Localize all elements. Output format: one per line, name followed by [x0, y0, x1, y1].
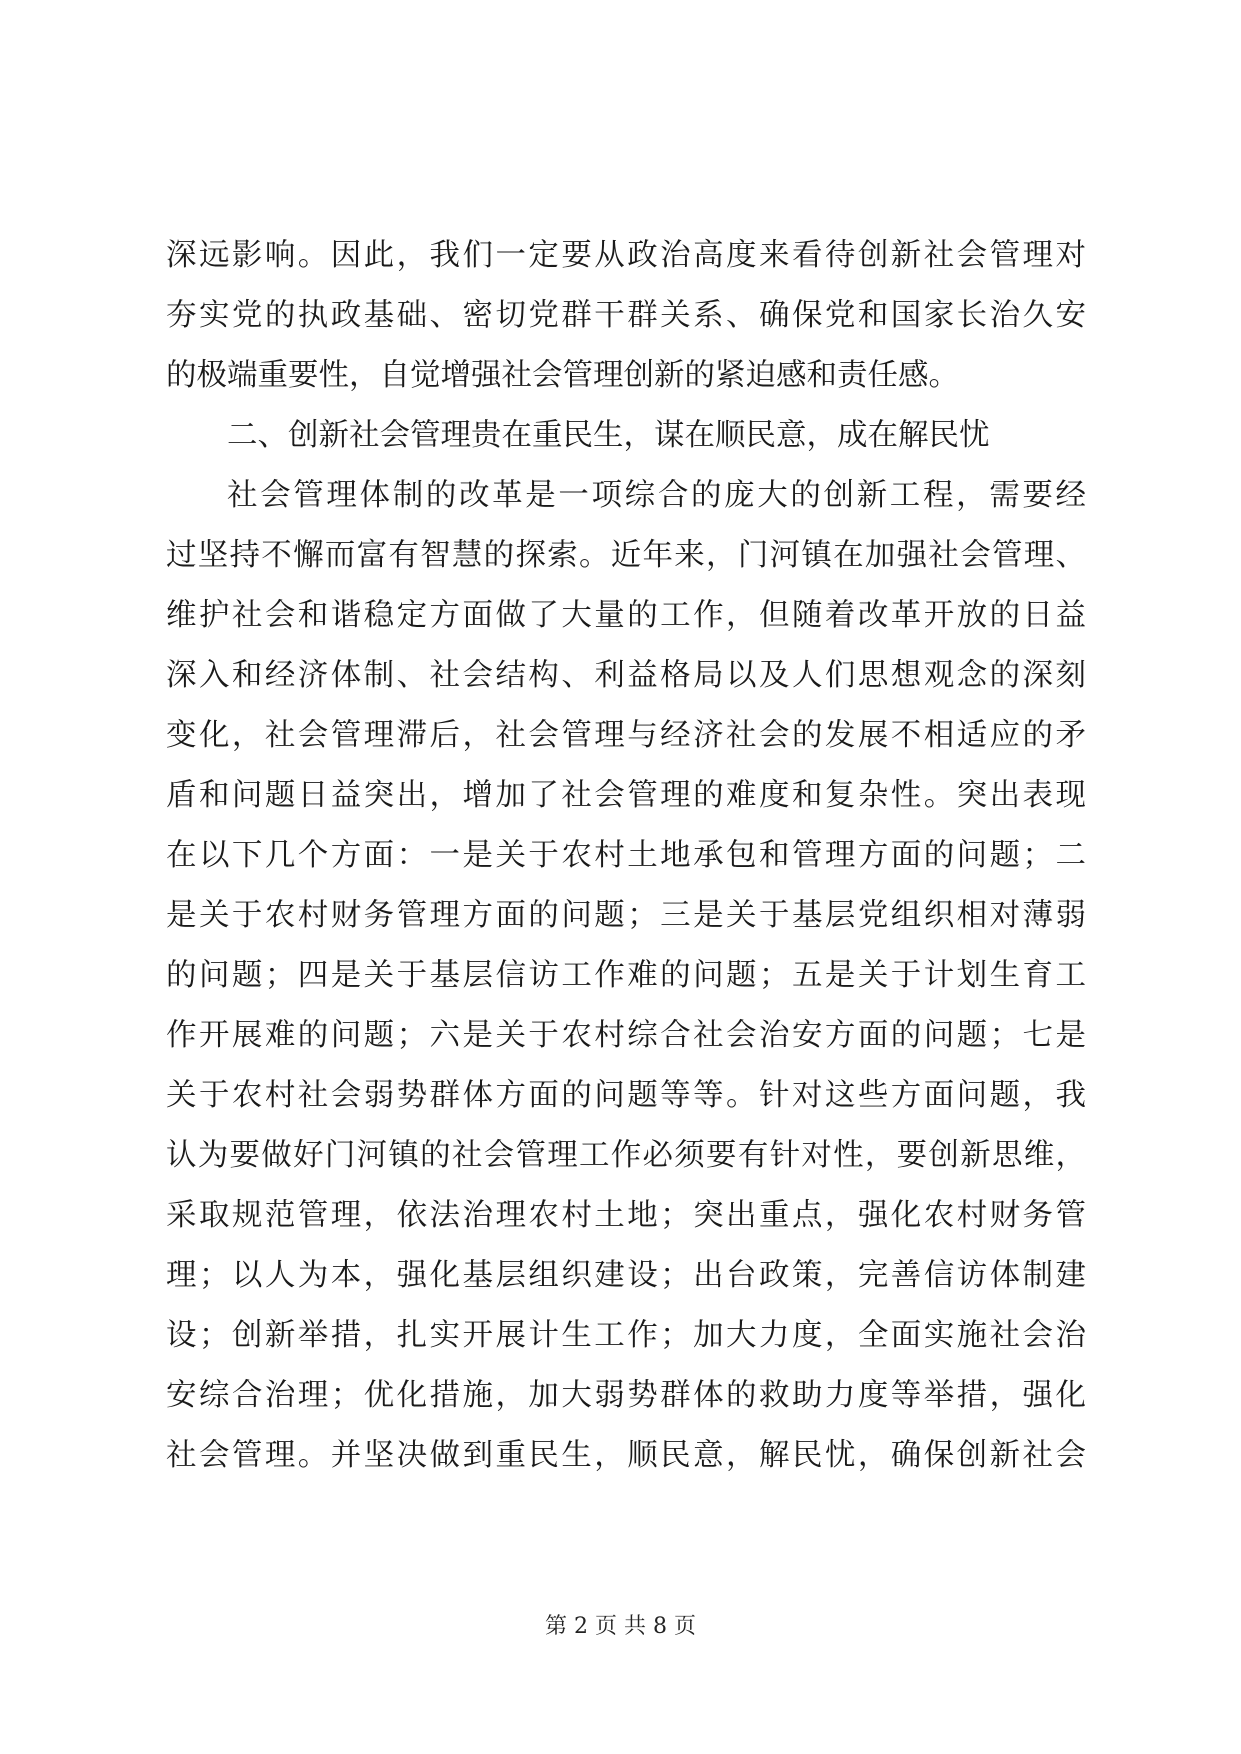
text-line: 盾和问题日益突出，增加了社会管理的难度和复杂性。突出表现	[166, 778, 1086, 813]
text-line: 作开展难的问题；六是关于农村综合社会治安方面的问题；七是	[166, 1018, 1086, 1053]
text-line: 深入和经济体制、社会结构、利益格局以及人们思想观念的深刻	[166, 658, 1086, 693]
text-line: 社会管理体制的改革是一项综合的庞大的创新工程，需要经	[227, 478, 1086, 513]
body-text	[166, 226, 1086, 1486]
text-line: 认为要做好门河镇的社会管理工作必须要有针对性，要创新思维，	[166, 1138, 1086, 1173]
text-line: 维护社会和谐稳定方面做了大量的工作，但随着改革开放的日益	[166, 598, 1086, 633]
text-line: 采取规范管理，依法治理农村土地；突出重点，强化农村财务管	[166, 1198, 1086, 1233]
text-line: 深远影响。因此，我们一定要从政治高度来看待创新社会管理对	[166, 238, 1086, 273]
text-line: 的极端重要性，自觉增强社会管理创新的紧迫感和责任感。	[166, 358, 959, 393]
text-line: 二、创新社会管理贵在重民生，谋在顺民意，成在解民忧	[227, 418, 990, 453]
text-line: 安综合治理；优化措施，加大弱势群体的救助力度等举措，强化	[166, 1378, 1086, 1413]
text-line: 设；创新举措，扎实开展计生工作；加大力度，全面实施社会治	[166, 1318, 1086, 1353]
text-line: 社会管理。并坚决做到重民生，顺民意，解民忧，确保创新社会	[166, 1438, 1086, 1473]
text-line: 夯实党的执政基础、密切党群干群关系、确保党和国家长治久安	[166, 298, 1086, 333]
text-line: 是关于农村财务管理方面的问题；三是关于基层党组织相对薄弱	[166, 898, 1086, 933]
text-line: 过坚持不懈而富有智慧的探索。近年来，门河镇在加强社会管理、	[166, 538, 1086, 573]
text-line: 的问题；四是关于基层信访工作难的问题；五是关于计划生育工	[166, 958, 1086, 993]
page-footer: 第 2 页 共 8 页	[545, 1614, 696, 1639]
text-line: 在以下几个方面：一是关于农村土地承包和管理方面的问题；二	[166, 838, 1086, 873]
text-line: 关于农村社会弱势群体方面的问题等等。针对这些方面问题，我	[166, 1078, 1086, 1113]
text-line: 变化，社会管理滞后，社会管理与经济社会的发展不相适应的矛	[166, 718, 1086, 753]
text-line: 理；以人为本，强化基层组织建设；出台政策，完善信访体制建	[166, 1258, 1086, 1293]
